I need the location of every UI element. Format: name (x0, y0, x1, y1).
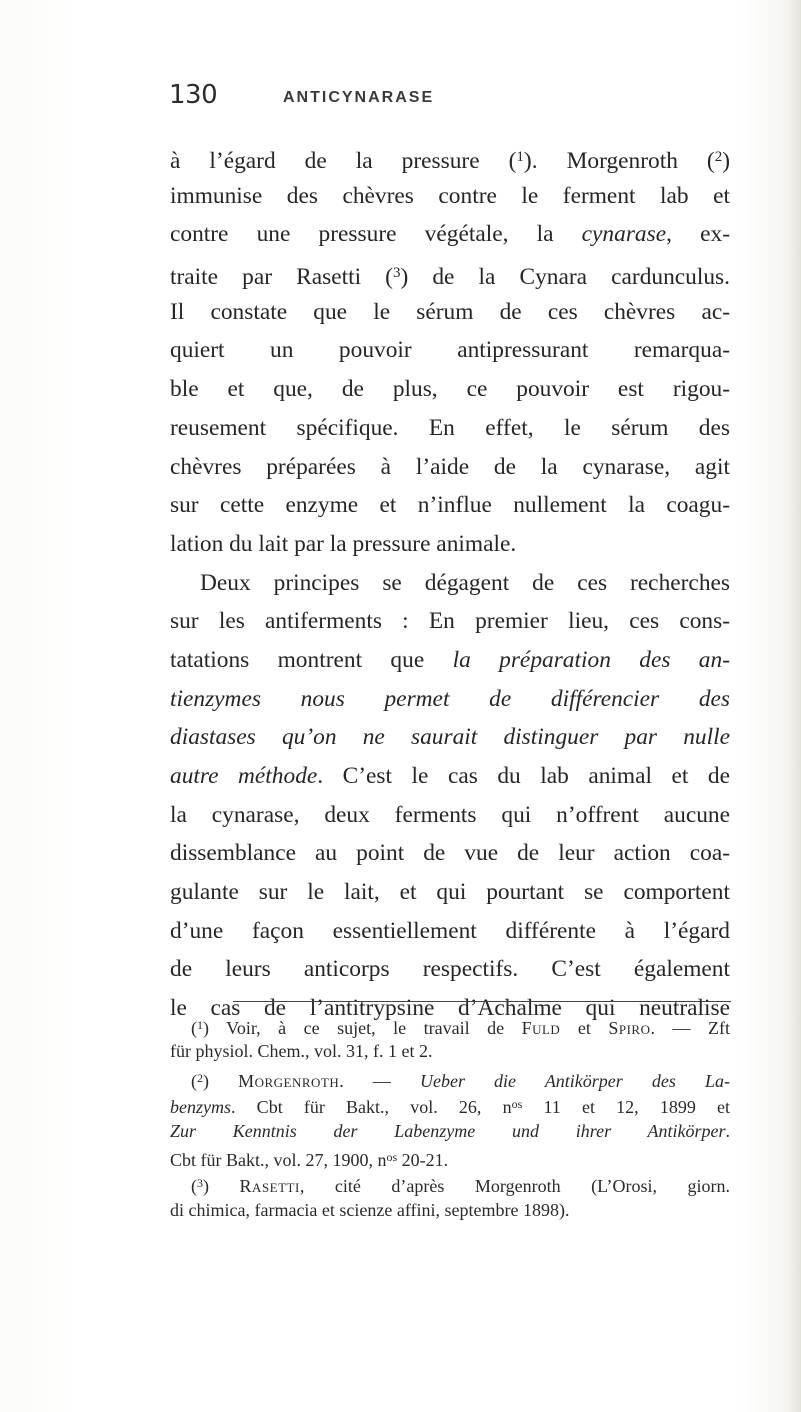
page-edge-shadow (787, 0, 801, 1412)
author-name: Fuld (521, 1018, 561, 1038)
footnote-line: ($^2$) Morgenroth. — Ueber die Antikörper des La- (191, 1070, 730, 1091)
text-line: sur cette enzyme et n’influe nullement la coagu- (170, 492, 730, 519)
page-header (169, 80, 729, 116)
text-span: ) (203, 1070, 239, 1091)
text-line: Il constate que le sérum de ces chèvres ac- (170, 298, 730, 325)
text-span: ) de la Cynara cardunculus. (400, 264, 731, 291)
running-head: ANTICYNARASE (283, 89, 435, 106)
text-span: à l’égard de la pressure ( (170, 148, 517, 174)
text-span: ) Voir, à ce sujet, le travail de (203, 1018, 522, 1038)
footnote-ref: 2 (714, 149, 723, 165)
text-line: tienzymes nous permet de différencier des (170, 685, 730, 712)
text-line (170, 215, 730, 254)
text-line: chèvres préparées à l’aide de la cynarase, agit (170, 453, 730, 480)
text-span: 11 et 12, 1899 et (522, 1097, 730, 1118)
footnote-ref: 1 (516, 149, 524, 165)
author-name: Spiro (608, 1018, 651, 1038)
text-span: , ex- (666, 221, 730, 248)
footnote-line (170, 1091, 730, 1117)
text-span: . — Zft (650, 1018, 730, 1038)
text-line: d’une façon essentiellement différente à l’égard (170, 917, 730, 944)
text-line: le cas de l’antitrypsine d’Achalme qui neutralise (170, 995, 730, 1022)
text-span: contre une pressure végétale, la (170, 221, 582, 248)
text-line: lation du lait par la pressure animale. (170, 530, 517, 557)
text-line: la cynarase, deux ferments qui n’offrent aucune (170, 801, 730, 828)
footnote-line: ($^1$) Voir, à ce sujet, le travail de Fuld et Spiro. — Zft (191, 1018, 730, 1038)
superscript: os (386, 1149, 398, 1164)
text-span: et (560, 1018, 609, 1038)
text-span: traite par Rasetti ( (170, 264, 393, 291)
text-line: ble et que, de plus, ce pouvoir est rigou- (170, 376, 730, 403)
text-line (170, 254, 730, 293)
text-line (170, 757, 730, 796)
text-span: Cbt für Bakt., vol. 27, 1900, n (170, 1149, 387, 1170)
author-name: Morgenroth (238, 1070, 340, 1091)
body-text (170, 138, 730, 1028)
text-span: . (725, 1120, 730, 1141)
text-span: . C’est le cas du lab animal et de (317, 763, 731, 789)
text-line: de leurs anticorps respectifs. C’est également (170, 956, 730, 983)
italic-span: cynarase (581, 221, 667, 248)
text-span: 20-21. (397, 1149, 449, 1170)
footnote-rule (233, 1001, 731, 1002)
text-span: ). Morgenroth ( (523, 148, 715, 174)
text-span: . Cbt für Bakt., vol. 26, n (231, 1097, 512, 1118)
author-name: Rasetti (239, 1176, 300, 1197)
text-line: sur les antiferments : En premier lieu, ces cons- (170, 608, 730, 635)
superscript: os (511, 1097, 523, 1112)
text-span: tatations montrent que (170, 646, 453, 673)
italic-span: la préparation des an- (452, 646, 730, 673)
footnote-line: di chimica, farmacia et scienze affini, septembre 1898). (170, 1199, 570, 1220)
text-span: . — (339, 1070, 420, 1091)
text-line: quiert un pouvoir antipressurant remarqua- (170, 337, 730, 364)
italic-span: Ueber die Antikörper des La- (419, 1070, 730, 1091)
footnote-ref: 3 (392, 265, 401, 282)
text-line: reusement spécifique. En effet, le sérum des (170, 414, 730, 441)
footnote-line (170, 1144, 730, 1170)
italic-span: autre méthode (170, 763, 318, 789)
text-line: dissemblance au point de vue de leur action coa- (170, 840, 730, 867)
text-line: immunise des chèvres contre le ferment lab et (170, 182, 730, 209)
text-span: ) (722, 148, 730, 174)
footnote-marker: 1 (197, 1018, 203, 1032)
footnotes (170, 1012, 730, 1223)
text-line: diastases qu’on ne saurait distinguer par nulle (170, 724, 730, 751)
footnote-marker: 2 (197, 1070, 203, 1085)
text-span: , cité d’après Morgenroth (L’Orosi, giorn. (299, 1176, 730, 1197)
text-line: Deux principes se dégagent de ces recherches (200, 569, 730, 596)
text-line: gulante sur le lait, et qui pourtant se comportent (170, 879, 730, 906)
italic-span: Zur Kenntnis der Labenzyme und ihrer Antikörper (170, 1120, 726, 1141)
footnote-marker: 3 (197, 1176, 203, 1191)
page-number: 130 (169, 80, 218, 110)
italic-span: benzyms (170, 1097, 231, 1118)
text-line (170, 641, 730, 680)
footnote-line: für physiol. Chem., vol. 31, f. 1 et 2. (170, 1041, 433, 1062)
footnote-line (170, 1118, 730, 1144)
text-line (170, 138, 730, 177)
text-span: ) (203, 1176, 240, 1197)
footnote-line: ($^3$) Rasetti, cité d’après Morgenroth (L’Orosi, giorn. (191, 1176, 730, 1197)
